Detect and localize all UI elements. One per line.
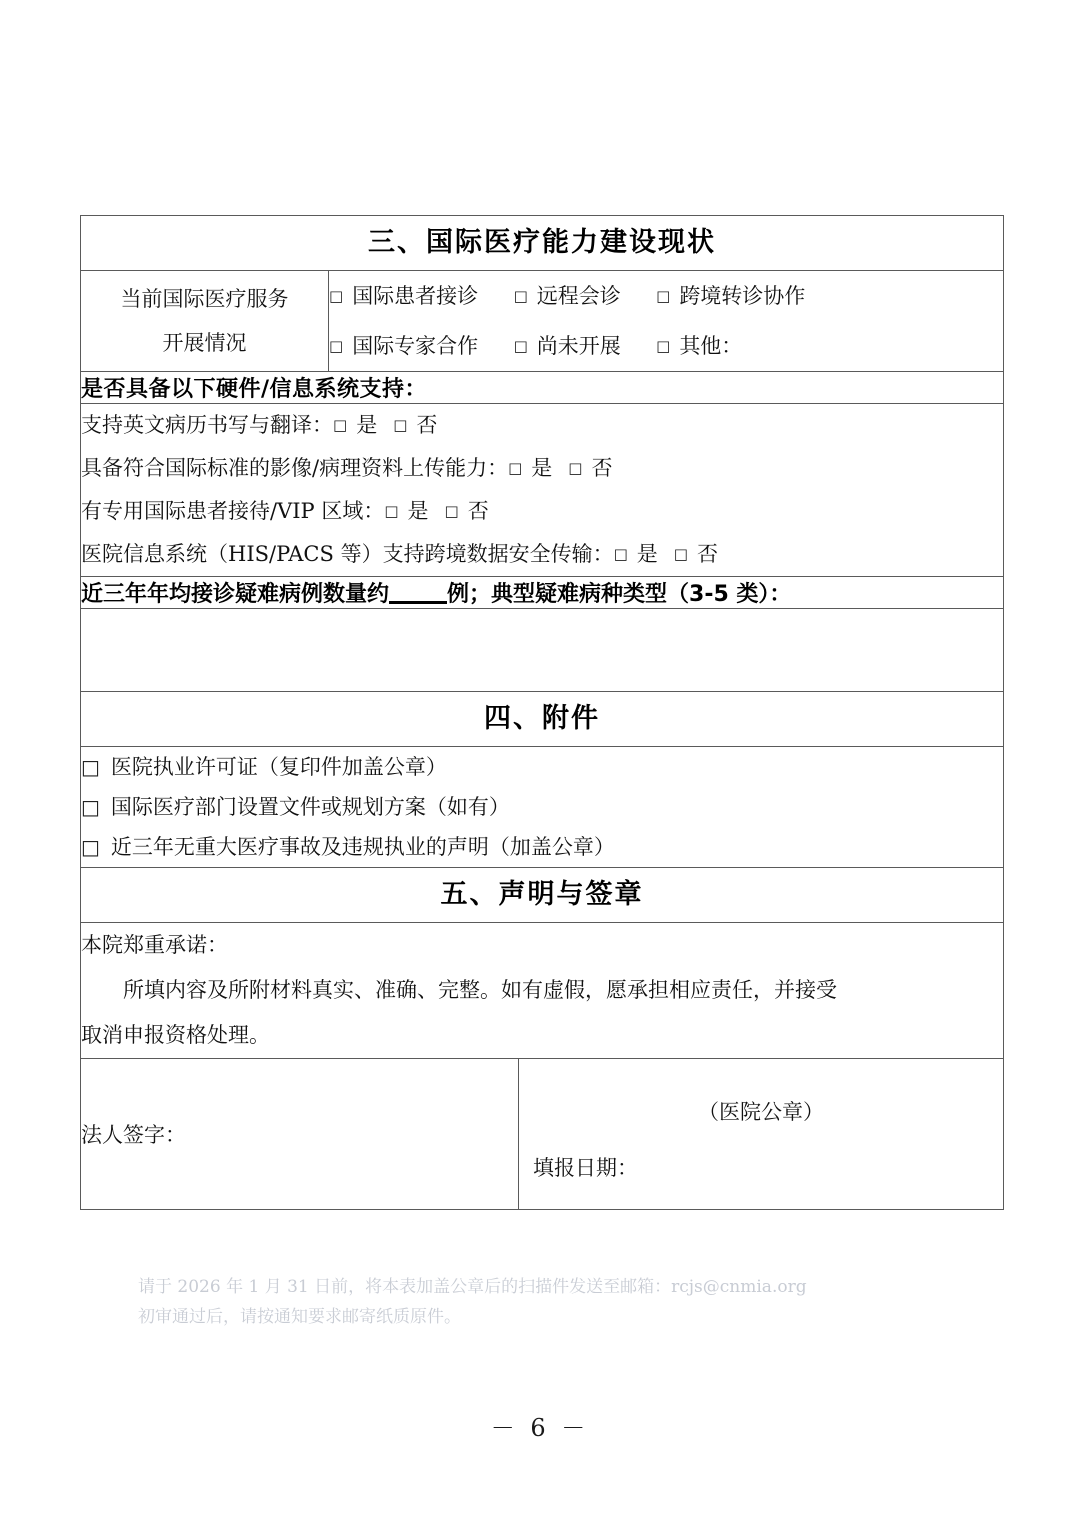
difficult-case-count-row (81, 577, 1004, 609)
footer-note-line2: 初审通过后，请按通知要求邮寄纸质原件。 (138, 1307, 461, 1327)
legal-rep-signature-label: 法人签字： (81, 1123, 186, 1147)
attachments-row (81, 747, 1004, 868)
section5-banner: 五、声明与签章 (81, 868, 1004, 923)
service-option-label: 尚未开展 (536, 334, 621, 358)
footer-note-line1: 请于 2026 年 1 月 31 日前，将本表加盖公章后的扫描件发送至邮箱：rcjs@cnmia.org (138, 1277, 807, 1297)
hospital-seal-label: （医院公章） (698, 1100, 824, 1124)
attachments-cell (81, 747, 1004, 868)
declaration-body-line1: 所填内容及所附材料真实、准确、完整。如有虚假，愿承担相应责任，并接受 (123, 978, 837, 1002)
service-option-remote-consultation[interactable] (514, 284, 628, 308)
attachment-item-no-accident-statement[interactable] (81, 827, 1003, 867)
signature-row (81, 1059, 1004, 1210)
service-option-label: 远程会诊 (536, 284, 621, 308)
service-options-row-2 (329, 321, 1003, 371)
hardware-item-yes[interactable]: 是 (356, 413, 378, 437)
service-status-label-line1: 当前国际医疗服务 (120, 287, 289, 311)
checkbox-icon[interactable]: □ (393, 416, 408, 434)
checkbox-icon[interactable]: □ (656, 337, 671, 355)
application-form-table (80, 215, 1004, 1210)
checkbox-icon[interactable]: □ (656, 287, 671, 305)
seal-and-date-cell (519, 1059, 1004, 1210)
hardware-header-row (81, 372, 1004, 404)
section4-banner-row (81, 692, 1004, 747)
submission-date-label: 填报日期： (533, 1156, 638, 1180)
declaration-row (81, 923, 1004, 1059)
service-option-label: 国际患者接诊 (352, 284, 479, 308)
hardware-item-yes[interactable]: 是 (531, 456, 553, 480)
declaration-cell (81, 923, 1004, 1059)
hardware-item-his-pacs (81, 533, 1003, 576)
section4-banner: 四、附件 (81, 692, 1004, 747)
hardware-item-vip-area (81, 490, 1003, 533)
service-option-international-patient[interactable] (329, 284, 485, 308)
hardware-item-no[interactable]: 否 (696, 542, 718, 566)
section3-banner: 三、国际医疗能力建设现状 (81, 216, 1004, 271)
checkbox-icon[interactable]: □ (81, 755, 100, 779)
checkbox-icon[interactable]: □ (568, 459, 583, 477)
hardware-item-imaging-upload (81, 447, 1003, 490)
checkbox-icon[interactable]: □ (513, 337, 528, 355)
hardware-item-yes[interactable]: 是 (636, 542, 658, 566)
checkbox-icon[interactable]: □ (333, 416, 348, 434)
section5-banner-row (81, 868, 1004, 923)
attachment-item-label: 近三年无重大医疗事故及违规执业的声明（加盖公章） (110, 835, 615, 859)
service-option-label: 国际专家合作 (352, 334, 479, 358)
checkbox-icon[interactable]: □ (444, 502, 459, 520)
hardware-item-no[interactable]: 否 (591, 456, 613, 480)
hardware-item-label: 支持英文病历书写与翻译： (81, 413, 333, 437)
page-number: － 6 － (490, 1414, 590, 1442)
hardware-items-cell (81, 404, 1004, 577)
service-status-label-line2: 开展情况 (162, 331, 247, 355)
declaration-body-line2: 取消申报资格处理。 (81, 1023, 270, 1047)
difficult-case-answer-row (81, 609, 1004, 692)
checkbox-icon[interactable]: □ (329, 337, 344, 355)
service-option-other[interactable] (656, 334, 742, 358)
attachment-item-label: 医院执业许可证（复印件加盖公章） (110, 755, 447, 779)
service-option-label: 跨境转诊协作 (679, 284, 806, 308)
hardware-items-row (81, 404, 1004, 577)
service-option-expert-cooperation[interactable] (329, 334, 485, 358)
checkbox-icon[interactable]: □ (81, 835, 100, 859)
attachment-item-label: 国际医疗部门设置文件或规划方案（如有） (110, 795, 510, 819)
section3-banner-row (81, 216, 1004, 271)
submission-date-field[interactable] (519, 1152, 1003, 1182)
service-options-cell (329, 271, 1004, 372)
service-status-row (81, 271, 1004, 372)
hardware-item-yes[interactable]: 是 (407, 499, 429, 523)
checkbox-icon[interactable]: □ (81, 795, 100, 819)
hardware-item-no[interactable]: 否 (467, 499, 489, 523)
checkbox-icon[interactable]: □ (513, 287, 528, 305)
hardware-item-label: 有专用国际患者接待/VIP 区域： (81, 499, 385, 523)
checkbox-icon[interactable]: □ (613, 545, 628, 563)
difficult-case-answer-input[interactable] (81, 609, 1004, 692)
checkbox-icon[interactable]: □ (329, 287, 344, 305)
difficult-case-count-input[interactable] (389, 601, 447, 604)
attachment-item-department-plan[interactable] (81, 787, 1003, 827)
hardware-item-no[interactable]: 否 (416, 413, 438, 437)
difficult-case-count-question (81, 577, 1004, 609)
difficult-case-count-suffix: 例；典型疑难病种类型（3-5 类）： (447, 582, 792, 607)
attachment-item-license[interactable] (81, 747, 1003, 787)
difficult-case-count-prefix: 近三年年均接诊疑难病例数量约 (81, 582, 390, 607)
service-option-not-started[interactable] (514, 334, 628, 358)
footer-note (138, 1272, 958, 1332)
hardware-support-header: 是否具备以下硬件/信息系统支持： (81, 372, 1004, 404)
service-status-label (81, 271, 329, 372)
service-option-label: 其他： (679, 334, 743, 358)
service-options-row-1 (329, 271, 1003, 321)
legal-rep-signature-cell[interactable] (81, 1059, 519, 1210)
hardware-item-label: 具备符合国际标准的影像/病理资料上传能力： (81, 456, 509, 480)
checkbox-icon[interactable]: □ (384, 502, 399, 520)
hardware-item-english-records (81, 404, 1003, 447)
hardware-item-label: 医院信息系统（HIS/PACS 等）支持跨境数据安全传输： (81, 542, 614, 566)
service-option-cross-border-referral[interactable] (656, 284, 805, 308)
declaration-title: 本院郑重承诺： (81, 933, 228, 957)
checkbox-icon[interactable]: □ (508, 459, 523, 477)
checkbox-icon[interactable]: □ (673, 545, 688, 563)
